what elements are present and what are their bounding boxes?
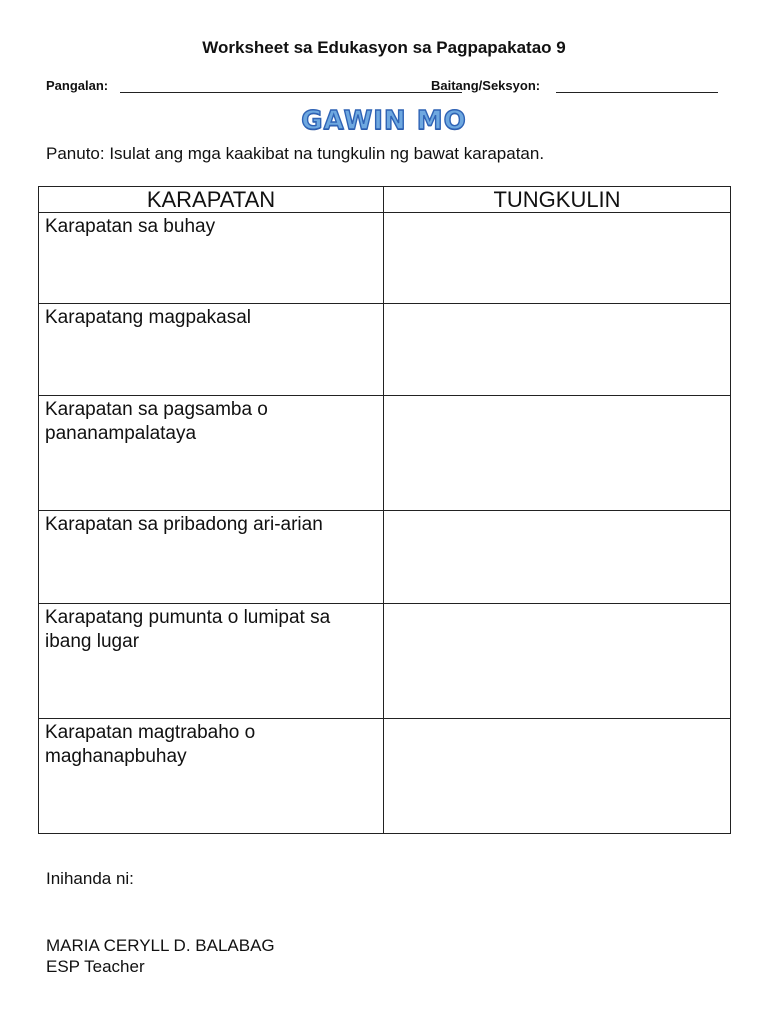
table-row (39, 396, 731, 511)
right-cell: Karapatan sa pribadong ari-arian (39, 511, 384, 604)
right-cell: Karapatang magpakasal (39, 304, 384, 396)
table-row (39, 604, 731, 719)
worksheet-title: Worksheet sa Edukasyon sa Pagpapakatao 9 (202, 38, 566, 57)
header-karapatan: KARAPATAN (39, 187, 384, 213)
duty-cell[interactable] (384, 604, 731, 719)
name-label: Pangalan: (46, 78, 109, 93)
gawin-mo-banner (0, 106, 768, 136)
section-blank-line (556, 92, 718, 93)
section-label: Baitang/Seksyon: (431, 78, 541, 93)
duty-cell[interactable] (384, 304, 731, 396)
table-row (39, 304, 731, 396)
right-cell: Karapatan sa pagsamba o pananampalataya (39, 396, 384, 511)
duty-cell[interactable] (384, 511, 731, 604)
header-tungkulin: TUNGKULIN (384, 187, 731, 213)
rights-duties-table (38, 186, 731, 834)
right-cell: Karapatan magtrabaho o maghanapbuhay (39, 719, 384, 834)
table-row (39, 213, 731, 304)
teacher-role: ESP Teacher (46, 957, 145, 976)
duty-cell[interactable] (384, 719, 731, 834)
prepared-by-label: Inihanda ni: (46, 869, 134, 888)
right-cell: Karapatan sa buhay (39, 213, 384, 304)
name-blank-line (120, 92, 462, 93)
banner-text: GAWIN MO (301, 106, 467, 136)
table-row (39, 719, 731, 834)
duty-cell[interactable] (384, 396, 731, 511)
table-row (39, 511, 731, 604)
duty-cell[interactable] (384, 213, 731, 304)
instruction-text: Panuto: Isulat ang mga kaakibat na tungkulin ng bawat karapatan. (46, 144, 545, 163)
table-header-row (39, 187, 731, 213)
teacher-name: MARIA CERYLL D. BALABAG (46, 936, 275, 955)
right-cell: Karapatang pumunta o lumipat sa ibang lugar (39, 604, 384, 719)
